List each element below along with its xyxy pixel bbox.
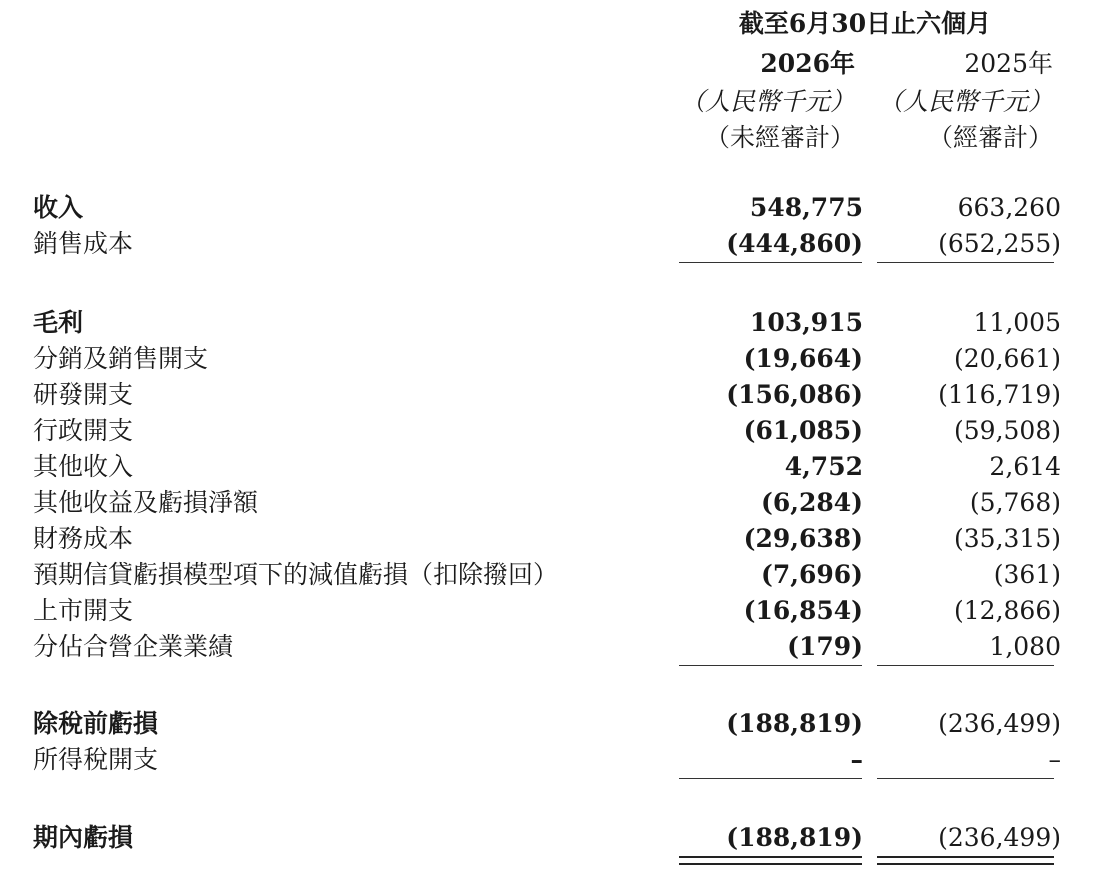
- row-label: 研發開支: [33, 380, 134, 409]
- column-audit-2025: （經審計）: [927, 123, 1053, 152]
- value-2025: 663,260: [957, 193, 1061, 222]
- value-2026: (444,860): [726, 229, 863, 258]
- value-2025: (35,315): [954, 524, 1061, 553]
- row-label: 除稅前虧損: [33, 709, 159, 738]
- value-2025: (236,499): [938, 709, 1061, 738]
- table-row: [0, 820, 1093, 856]
- row-label: 行政開支: [33, 416, 134, 445]
- value-2025: (116,719): [938, 380, 1061, 409]
- value-2026: (61,085): [743, 416, 863, 445]
- table-row: [0, 521, 1093, 557]
- value-2026: (7,696): [761, 560, 863, 589]
- row-label: 分佔合營企業業績: [33, 632, 234, 661]
- row-label: 預期信貸虧損模型項下的減值虧損（扣除撥回）: [33, 560, 559, 589]
- value-2026: (16,854): [743, 596, 863, 625]
- row-label: 上市開支: [33, 596, 134, 625]
- table-row: [0, 706, 1093, 742]
- value-2025: (12,866): [954, 596, 1061, 625]
- table-row: [0, 485, 1093, 521]
- total-double-rule: [679, 856, 862, 865]
- value-2025: (236,499): [938, 823, 1061, 852]
- subtotal-rule: [679, 778, 862, 779]
- table-row: [0, 629, 1093, 665]
- value-2026: (179): [787, 632, 863, 661]
- value-2026: (188,819): [726, 823, 863, 852]
- table-row: [0, 341, 1093, 377]
- row-label: 分銷及銷售開支: [33, 344, 209, 373]
- value-2025: (5,768): [969, 488, 1061, 517]
- total-double-rule: [877, 856, 1054, 865]
- value-2026: (19,664): [743, 344, 863, 373]
- value-2026: (188,819): [726, 709, 863, 738]
- subtotal-rule: [679, 665, 862, 666]
- subtotal-rule: [877, 665, 1054, 666]
- value-2026: –: [850, 745, 863, 774]
- value-2025: (652,255): [938, 229, 1061, 258]
- value-2025: –: [1048, 745, 1061, 774]
- value-2025: (20,661): [954, 344, 1061, 373]
- period-heading: 截至6月30日止六個月: [738, 9, 992, 38]
- table-row: [0, 593, 1093, 629]
- value-2026: (6,284): [761, 488, 863, 517]
- row-label: 財務成本: [33, 524, 134, 553]
- value-2025: (361): [993, 560, 1061, 589]
- row-label: 收入: [33, 193, 84, 222]
- subtotal-rule: [679, 262, 862, 263]
- value-2025: 1,080: [989, 632, 1061, 661]
- value-2026: 4,752: [784, 452, 863, 481]
- row-label: 所得稅開支: [33, 745, 159, 774]
- column-audit-2026: （未經審計）: [704, 123, 855, 152]
- value-2026: 103,915: [749, 308, 863, 337]
- row-label: 其他收入: [33, 452, 134, 481]
- table-row: [0, 742, 1093, 778]
- table-row: [0, 305, 1093, 341]
- column-year-2026: 2026年: [760, 49, 855, 78]
- value-2026: (156,086): [726, 380, 863, 409]
- subtotal-rule: [877, 778, 1054, 779]
- row-label: 銷售成本: [33, 229, 134, 258]
- table-row: [0, 190, 1093, 226]
- table-row: [0, 449, 1093, 485]
- subtotal-rule: [877, 262, 1054, 263]
- table-row: [0, 557, 1093, 593]
- value-2025: (59,508): [954, 416, 1061, 445]
- column-unit-2025: （人民幣千元）: [877, 87, 1053, 116]
- value-2026: (29,638): [743, 524, 863, 553]
- table-row: [0, 226, 1093, 262]
- column-year-2025: 2025年: [964, 49, 1053, 78]
- row-label: 其他收益及虧損淨額: [33, 488, 259, 517]
- value-2025: 2,614: [989, 452, 1061, 481]
- table-row: [0, 413, 1093, 449]
- value-2025: 11,005: [973, 308, 1061, 337]
- row-label: 期內虧損: [33, 823, 134, 852]
- value-2026: 548,775: [749, 193, 863, 222]
- column-unit-2026: （人民幣千元）: [679, 87, 855, 116]
- table-row: [0, 377, 1093, 413]
- row-label: 毛利: [33, 308, 84, 337]
